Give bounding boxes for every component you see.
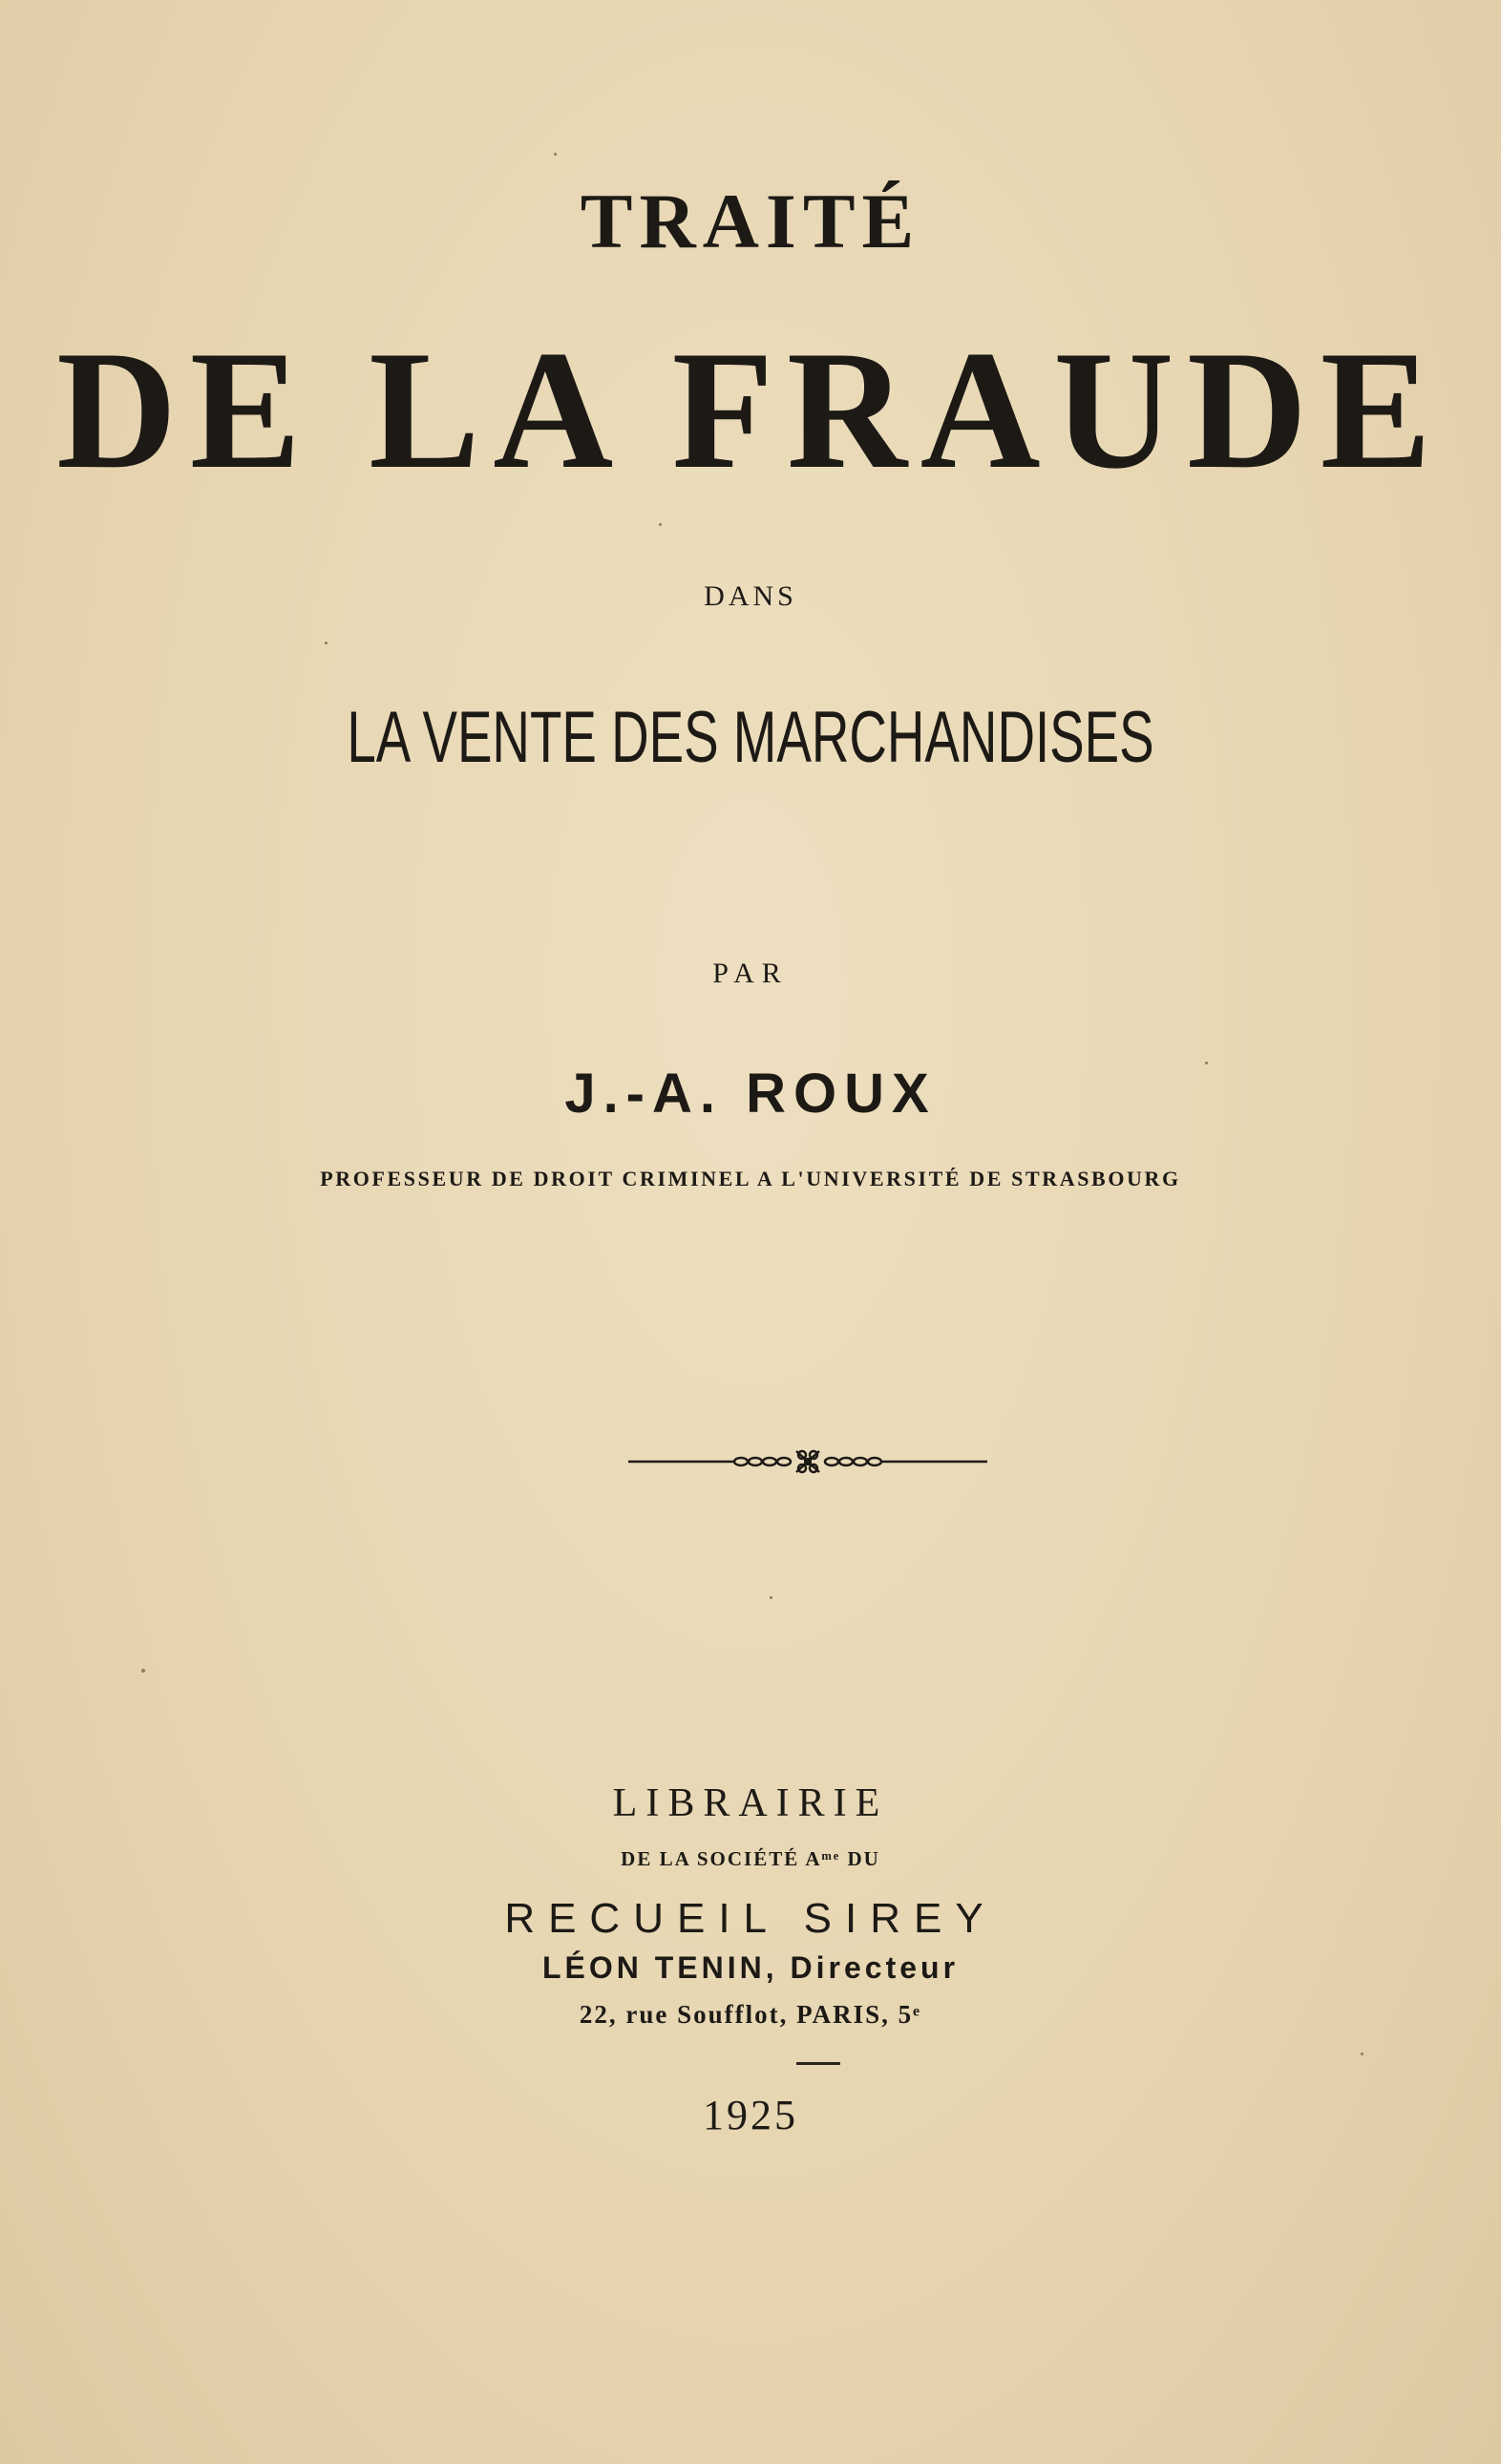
- publication-year: 1925: [703, 2092, 798, 2138]
- paper-speck: [325, 642, 328, 644]
- subtitle-line: LA VENTE DES MARCHANDISES: [347, 697, 1154, 778]
- fleuron-rule-icon: [628, 1442, 987, 1482]
- publisher-director: LÉON TENIN, Directeur: [541, 1950, 960, 1985]
- publisher-societe: DE LA SOCIÉTÉ Aᵐᵉ DU: [621, 1847, 880, 1870]
- title-line-traite: TRAITÉ: [580, 178, 921, 264]
- paper-speck: [1361, 2053, 1364, 2055]
- author-name: J.-A. ROUX: [564, 1063, 937, 1125]
- publisher-librairie: LIBRAIRIE: [612, 1781, 889, 1825]
- paper-speck: [554, 153, 557, 156]
- by-line: PAR: [712, 958, 789, 989]
- paper-speck: [659, 523, 662, 526]
- year-divider: [796, 2062, 840, 2065]
- publisher-name: RECUEIL SIREY: [504, 1895, 997, 1942]
- author-title: PROFESSEUR DE DROIT CRIMINEL A L'UNIVERSITÉ DE STRASBOURG: [320, 1167, 1181, 1190]
- title-line-fraude: DE LA FRAUDE: [56, 315, 1445, 504]
- publisher-address: 22, rue Soufflot, PARIS, 5ᵉ: [579, 2000, 922, 2029]
- paper-speck: [141, 1669, 145, 1673]
- title-line-dans: DANS: [704, 580, 797, 612]
- paper-speck: [1205, 1062, 1208, 1064]
- paper-speck: [770, 1596, 772, 1599]
